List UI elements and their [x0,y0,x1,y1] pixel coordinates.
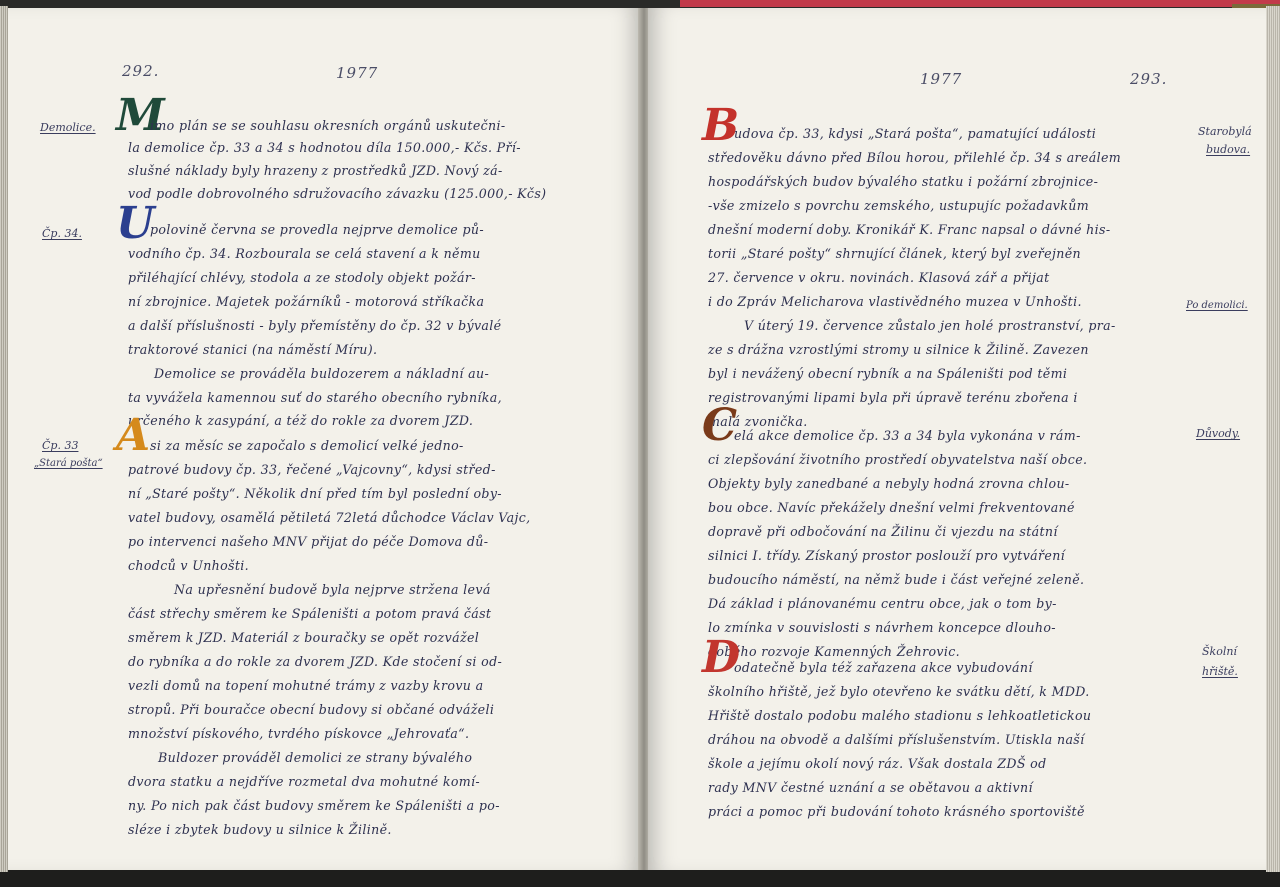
text-line: ní „Staré pošty“. Několik dní před tím byl poslední oby- [128,486,502,501]
page-number: 292. [122,62,160,80]
initial-letter-u: U [116,198,155,249]
text-line: množství pískového, tvrdého pískovce „Jehrovaťa“. [128,726,470,741]
text-line: imo plán se se souhlasu okresních orgánů uskutečni- [150,118,506,133]
text-line: V úterý 19. července zůstalo jen holé prostranství, pra- [744,318,1116,333]
text-line: část střechy směrem ke Spáleništi a potom pravá část [128,606,492,621]
text-line: malá zvonička. [708,414,808,429]
initial-letter-a: A [116,410,151,461]
text-line: polovině června se provedla nejprve demolice pů- [150,222,484,237]
text-line: směrem k JZD. Materiál z bouračky se opět rozvážel [128,630,480,645]
left-page [8,8,640,870]
text-line: budoucího náměstí, na němž bude i část veřejné zeleně. [708,572,1085,587]
text-line: vezli domů na topení mohutné trámy z vazby krovu a [128,678,484,693]
text-line: dnešní moderní doby. Kronikář K. Franc napsal o dávné his- [708,222,1111,237]
text-line: přiléhající chlévy, stodola a ze stodoly objekt požár- [128,270,476,285]
text-line: ta vyvážela kamennou suť do starého obecního rybníka, [128,390,503,405]
text-line: dobého rozvoje Kamenných Žehrovic. [708,644,960,659]
text-line: torii „Staré pošty“ shrnující článek, který byl zveřejněn [708,246,1081,261]
text-line: práci a pomoc při budování tohoto krásného sportoviště [708,804,1085,819]
text-line: vodního čp. 34. Rozbourala se celá stavení a k němu [128,246,481,261]
text-line: Demolice se prováděla buldozerem a nákladní au- [154,366,490,381]
text-line: ze s drážna vzrostlými stromy u silnice k Žilině. Zavezen [708,342,1089,357]
page-stack-right [1266,6,1280,872]
text-line: i do Zpráv Melicharova vlastivědného muzea v Unhošti. [708,294,1082,309]
page-year: 1977 [920,70,963,88]
margin-note-starobyla: Starobylá [1198,125,1252,138]
text-line: Hřiště dostalo podobu malého stadionu s lehkoatletickou [708,708,1092,723]
right-page [648,8,1266,870]
text-line: ci zlepšování životního prostředí obyvatelstva naší obce. [708,452,1088,467]
text-line: Dá základ i plánovanému centru obce, jak o tom by- [708,596,1057,611]
text-line: odatečně byla též zařazena akce vybudování [734,660,1033,675]
text-line: a další příslušnosti - byly přemístěny do čp. 32 v bývalé [128,318,502,333]
margin-note-cp34: Čp. 34. [42,227,82,240]
text-line: dráhou na obvodě a dalšími příslušenstvím. Utiskla naší [708,732,1085,747]
margin-note-skolni: Školní [1202,645,1237,658]
text-line: sléze i zbytek budovy u silnice k Žilině. [128,822,392,837]
text-line: stropů. Při bouračce obecní budovy si občané odváželi [128,702,495,717]
text-line: lo zmínka v souvislosti s návrhem koncepce dlouho- [708,620,1056,635]
initial-letter-c: C [702,400,738,451]
text-line: dvora statku a nejdříve rozmetal dva mohutné komí- [128,774,481,789]
text-line: ny. Po nich pak část budovy směrem ke Spáleništi a po- [128,798,500,813]
page-number: 293. [1130,70,1168,88]
margin-note-budova: budova. [1206,143,1251,156]
text-line: Buldozer prováděl demolici ze strany bývalého [158,750,473,765]
initial-letter-d: D [702,632,741,683]
text-line: udova čp. 33, kdysi „Stará pošta“, pamatující události [734,126,1097,141]
margin-note-demolice: Demolice. [40,121,96,134]
text-line: si za měsíc se započalo s demolicí velké jedno- [150,438,464,453]
text-line: chodců v Unhošti. [128,558,250,573]
margin-note-duvody: Důvody. [1196,427,1241,440]
text-line: elá akce demolice čp. 33 a 34 byla vykonána v rám- [734,428,1081,443]
text-line: patrové budovy čp. 33, řečené „Vajcovny“, kdysi střed- [128,462,496,477]
initial-letter-b: B [702,100,740,151]
margin-note-hriste: hřiště. [1202,665,1238,678]
margin-note-cp33: Čp. 33 [42,439,79,452]
text-line: registrovanými lipami byla při úpravě terénu zbořena i [708,390,1078,405]
page-year: 1977 [336,64,379,82]
text-line: silnici I. třídy. Získaný prostor poslouží pro vytváření [708,548,1066,563]
text-line: po intervenci našeho MNV přijat do péče Domova dů- [128,534,489,549]
book-edge-red [680,0,1280,7]
text-line: škole a jejímu okolí nový ráz. Však dostala ZDŠ od [708,756,1047,771]
text-line: la demolice čp. 33 a 34 s hodnotou díla 150.000,- Kčs. Pří- [128,140,521,155]
text-line: vod podle dobrovolného sdružovacího závazku (125.000,- Kčs) [128,186,547,201]
text-line: slušné náklady byly hrazeny z prostředků JZD. Nový zá- [128,163,503,178]
initial-letter-m: M [116,90,165,141]
text-line: určeného k zasypání, a též do rokle za dvorem JZD. [128,413,474,428]
text-line: Na upřesnění budově byla nejprve stržena levá [174,582,491,597]
margin-note-po-demolici: Po demolici. [1186,300,1248,311]
text-line: středověku dávno před Bílou horou, přilehlé čp. 34 s areálem [708,150,1122,165]
text-line: traktorové stanici (na náměstí Míru). [128,342,378,357]
text-line: do rybníka a do rokle za dvorem JZD. Kde stočení si od- [128,654,503,669]
text-line: bou obce. Navíc překážely dnešní velmi frekventované [708,500,1075,515]
text-line: Objekty byly zanedbané a nebyly hodná zrovna chlou- [708,476,1070,491]
text-line: ní zbrojnice. Majetek požárníků - motorová stříkačka [128,294,485,309]
text-line: 27. července v okru. novinách. Klasová zář a přijat [708,270,1050,285]
text-line: -vše zmizelo s povrchu zemského, ustupujíc požadavkům [708,198,1090,213]
page-stack-left [0,6,8,872]
margin-note-stara-posta: „Stará pošta“ [34,458,103,469]
text-line: hospodářských budov bývalého statku i požární zbrojnice- [708,174,1099,189]
text-line: dopravě při odbočování na Žilinu či vjezdu na státní [708,524,1058,539]
text-line: byl i nevážený obecní rybník a na Spáleništi pod těmi [708,366,1068,381]
text-line: školního hřiště, jež bylo otevřeno ke svátku dětí, k MDD. [708,684,1090,699]
text-line: rady MNV čestné uznání a se obětavou a aktivní [708,780,1033,795]
text-line: vatel budovy, osamělá pětiletá 72letá důchodce Václav Vajc, [128,510,531,525]
